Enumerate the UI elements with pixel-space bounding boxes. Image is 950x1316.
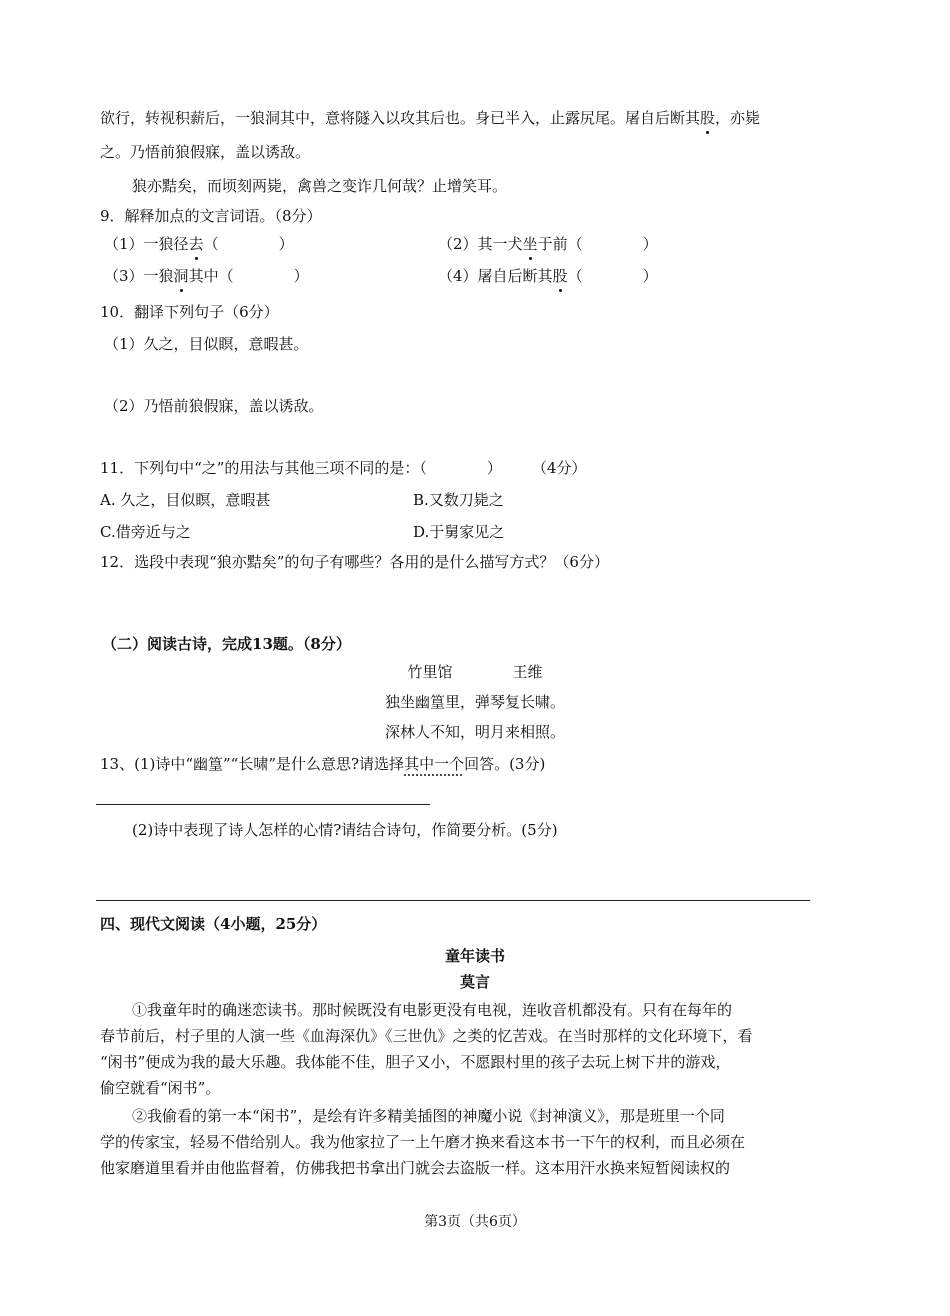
article-p1-line-3: “闲书”便成为我的最大乐趣。我体能不佳，胆子又小，不愿跟村里的孩子去玩上树下井的游戏， bbox=[100, 1053, 731, 1071]
q13-text: 回答。(3分) bbox=[464, 755, 546, 773]
dotted-text: 其中一个 bbox=[404, 755, 465, 773]
q11-option-b[interactable]: B.又数刀毙之 bbox=[413, 491, 504, 509]
question-11-title: 11．下列句中“之”的用法与其他三项不同的是：（ ） （4分） bbox=[100, 459, 587, 477]
q9-item-text: （1）一狼径 bbox=[104, 235, 189, 253]
dotted-char: 坐 bbox=[522, 235, 538, 253]
q9-item-text: （2）其一犬 bbox=[438, 235, 523, 253]
q9-item-3 bbox=[104, 266, 309, 286]
q10-sentence-1: （1）久之，目似瞑，意暇甚。 bbox=[104, 335, 309, 353]
passage-line-3: 狼亦黠矣，而顷刻两毙，禽兽之变诈几何哉？止增笑耳。 bbox=[132, 177, 508, 195]
passage-line-2: 之。乃悟前狼假寐，盖以诱敌。 bbox=[100, 143, 311, 161]
article-p2-line-1: ②我偷看的第一本“闲书”，是绘有许多精美插图的神魔小说《封神演义》，那是班里一个同 bbox=[132, 1107, 725, 1125]
passage-text: 欲行，转视积薪后，一狼洞其中，意将隧入以攻其后也。身已半入，止露尻尾。屠自后断其 bbox=[100, 109, 701, 127]
poem-line-1: 独坐幽篁里，弹琴复长啸。 bbox=[384, 693, 565, 711]
question-13-part-2: (2)诗中表现了诗人怎样的心情?请结合诗句，作简要分析。(5分) bbox=[132, 821, 558, 839]
q9-item-2 bbox=[438, 234, 658, 254]
section-4-heading: 四、现代文阅读（4小题，25分） bbox=[100, 915, 327, 933]
q11-option-d[interactable]: D.于舅家见之 bbox=[413, 523, 505, 541]
poem-title: 竹里馆 王维 bbox=[407, 663, 543, 681]
poem-line-2: 深林人不知，明月来相照。 bbox=[384, 723, 565, 741]
article-author: 莫言 bbox=[459, 973, 490, 991]
q9-item-4 bbox=[438, 266, 658, 286]
q10-sentence-2: （2）乃悟前狼假寐，盖以诱敌。 bbox=[104, 397, 324, 415]
q13-text: 13、(1)诗中“幽篁”“长啸”是什么意思?请选择 bbox=[100, 755, 405, 773]
question-13-part-1 bbox=[100, 754, 545, 774]
article-p1-line-4: 偷空就看“闲书”。 bbox=[100, 1079, 221, 1097]
answer-line-1[interactable] bbox=[96, 804, 430, 805]
dotted-char: 股 bbox=[700, 109, 716, 127]
article-p1-line-1: ①我童年时的确迷恋读书。那时候既没有电影更没有电视，连收音机都没有。只有在每年的 bbox=[132, 1001, 733, 1019]
passage-line-1 bbox=[100, 108, 760, 128]
q11-option-a[interactable]: A. 久之，目似瞑，意暇甚 bbox=[100, 491, 271, 509]
article-p2-line-2: 学的传家宝，轻易不借给别人。我为他家拉了一上午磨才换来看这本书一下午的权利，而且必须在 bbox=[100, 1133, 746, 1151]
article-p2-line-3: 他家磨道里看并由他监督着，仿佛我把书拿出门就会去盗版一样。这本用汗水换来短暂阅读权的 bbox=[100, 1159, 731, 1177]
answer-blank[interactable]: 其中（ ） bbox=[188, 267, 309, 285]
question-12-title: 12．选段中表现“狼亦黠矣”的句子有哪些？各用的是什么描写方式？（6分） bbox=[100, 553, 609, 571]
question-10-title: 10．翻译下列句子（6分） bbox=[100, 303, 279, 321]
article-title: 童年读书 bbox=[444, 947, 505, 965]
dotted-char: 去 bbox=[188, 235, 204, 253]
question-9-title: 9．解释加点的文言词语。（8分） bbox=[100, 207, 322, 225]
section-2-heading: （二）阅读古诗，完成13题。（8分） bbox=[102, 635, 351, 653]
passage-text: ，亦毙 bbox=[715, 109, 761, 127]
q9-item-text: （4）屠自后断其 bbox=[438, 267, 553, 285]
answer-line-2[interactable] bbox=[96, 900, 810, 901]
q9-item-text: （3）一狼 bbox=[104, 267, 174, 285]
answer-blank[interactable]: （ ） bbox=[203, 235, 294, 253]
answer-blank[interactable]: 于前（ ） bbox=[537, 235, 658, 253]
dotted-char: 洞 bbox=[173, 267, 189, 285]
answer-blank[interactable]: （ ） bbox=[567, 267, 658, 285]
page-number: 第3页（共6页） bbox=[424, 1214, 526, 1230]
q11-option-c[interactable]: C.借旁近与之 bbox=[100, 523, 191, 541]
dotted-char: 股 bbox=[552, 267, 568, 285]
article-p1-line-2: 春节前后，村子里的人演一些《血海深仇》《三世仇》之类的忆苦戏。在当时那样的文化环境下，看 bbox=[100, 1027, 753, 1045]
q9-item-1 bbox=[104, 234, 294, 254]
